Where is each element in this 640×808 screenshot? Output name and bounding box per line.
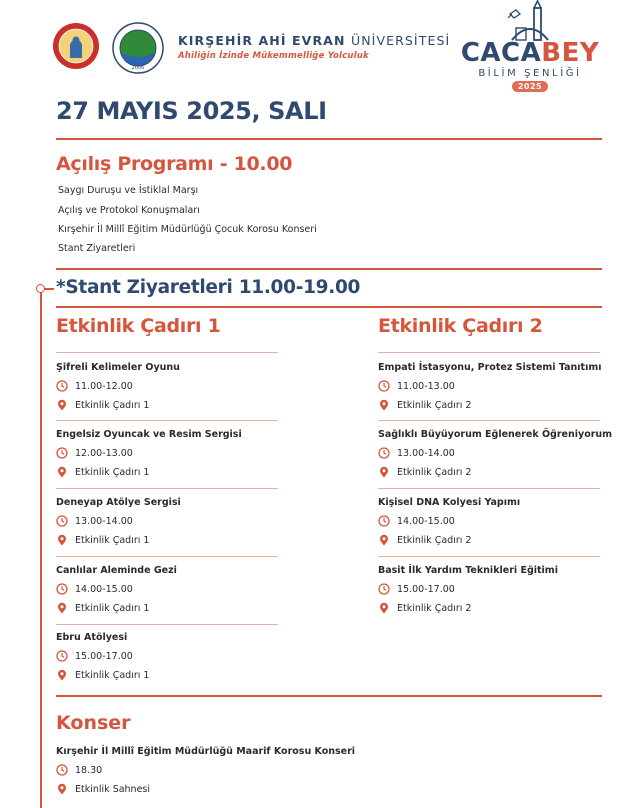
clock-icon: [56, 447, 68, 459]
map-pin-icon: [378, 466, 390, 478]
divider: [378, 420, 600, 421]
clock-icon: [378, 515, 390, 527]
event-title: Engelsiz Oyuncak ve Resim Sergisi: [56, 429, 242, 440]
event-item: [378, 429, 613, 478]
map-pin-icon: [378, 602, 390, 614]
university-name: [178, 33, 450, 48]
event-title: Deneyap Atölye Sergisi: [56, 497, 181, 508]
brand-wordmark: [450, 38, 610, 68]
event-title: Kırşehir İl Millî Eğitim Müdürlüğü Maarif Korosu Konseri: [56, 746, 356, 757]
university-motto: Ahiliğin İzinde Mükemmelliğe Yolculuk: [178, 51, 369, 61]
university-name-bold: KIRŞEHİR AHİ EVRAN: [178, 33, 346, 48]
tent-1-title: Etkinlik Çadırı 1: [56, 315, 221, 337]
program-item: Stant Ziyaretleri: [58, 243, 136, 254]
divider: [378, 488, 600, 489]
event-time: 11.00-12.00: [75, 380, 133, 392]
program-item: Kırşehir İl Millî Eğitim Müdürlüğü Çocuk Korosu Konseri: [58, 224, 317, 235]
university-seal-logo: [112, 22, 164, 74]
event-item: [56, 362, 278, 411]
event-place: Etkinlik Çadırı 1: [75, 669, 150, 681]
program-item: Saygı Duruşu ve İstiklal Marşı: [58, 185, 199, 196]
stand-visits-heading: *Stant Ziyaretleri 11.00-19.00: [56, 277, 361, 298]
event-title: Empati İstasyonu, Protez Sistemi Tanıtımı: [378, 362, 602, 373]
seal-year: 2006: [131, 65, 145, 71]
brand-year-badge: 2025: [512, 81, 548, 92]
divider: [56, 420, 278, 421]
event-date: 27 MAYIS 2025, SALI: [56, 97, 327, 125]
event-title: Kişisel DNA Kolyesi Yapımı: [378, 497, 521, 508]
map-pin-icon: [378, 399, 390, 411]
brand-subtitle: BİLİM ŞENLİĞİ: [478, 68, 582, 79]
event-time: 13.00-14.00: [75, 515, 133, 527]
divider: [56, 624, 278, 625]
event-place: Etkinlik Çadırı 1: [75, 466, 150, 478]
clock-icon: [56, 583, 68, 595]
city-seal-logo: [52, 22, 100, 70]
divider: [378, 556, 600, 557]
skyline-icon: [450, 0, 610, 42]
map-pin-icon: [56, 669, 68, 681]
map-pin-icon: [56, 399, 68, 411]
event-title: Canlılar Aleminde Gezi: [56, 565, 177, 576]
map-pin-icon: [56, 783, 68, 795]
divider: [56, 556, 278, 557]
program-item: Açılış ve Protokol Konuşmaları: [58, 205, 200, 216]
event-item: [56, 429, 278, 478]
clock-icon: [56, 380, 68, 392]
timeline-connector: [44, 288, 54, 290]
divider: [56, 352, 278, 353]
event-place: Etkinlik Sahnesi: [75, 783, 151, 795]
event-place: Etkinlik Çadırı 1: [75, 602, 150, 614]
opening-program-title: Açılış Programı - 10.00: [56, 153, 293, 175]
event-place: Etkinlik Çadırı 2: [397, 466, 472, 478]
event-item: [56, 565, 278, 614]
concert-title: Konser: [56, 712, 131, 734]
brand-part-2: BEY: [541, 38, 600, 68]
event-title: Basit İlk Yardım Teknikleri Eğitimi: [378, 565, 558, 576]
cacabey-brand-logo: [450, 0, 610, 96]
event-time: 15.00-17.00: [75, 650, 133, 662]
event-time: 18.30: [75, 764, 103, 776]
clock-icon: [378, 583, 390, 595]
event-title: Sağlıklı Büyüyorum Eğlenerek Öğreniyorum: [378, 429, 613, 440]
university-name-light: ÜNİVERSİTESİ: [350, 33, 451, 48]
map-pin-icon: [56, 602, 68, 614]
divider: [56, 138, 602, 140]
divider: [378, 352, 600, 353]
divider: [56, 268, 602, 270]
clock-icon: [378, 447, 390, 459]
event-place: Etkinlik Çadırı 2: [397, 534, 472, 546]
event-place: Etkinlik Çadırı 2: [397, 602, 472, 614]
divider: [56, 306, 602, 308]
event-item: [56, 497, 278, 546]
map-pin-icon: [56, 466, 68, 478]
event-item: [56, 632, 278, 681]
brand-part-1: CACA: [460, 38, 542, 68]
event-time: 13.00-14.00: [397, 447, 455, 459]
event-time: 15.00-17.00: [397, 583, 455, 595]
tent-2-title: Etkinlik Çadırı 2: [378, 315, 543, 337]
clock-icon: [56, 650, 68, 662]
event-place: Etkinlik Çadırı 2: [397, 399, 472, 411]
event-item: [56, 746, 376, 795]
event-item: [378, 565, 600, 614]
event-time: 11.00-13.00: [397, 380, 455, 392]
event-item: [378, 362, 600, 411]
timeline-line: [40, 288, 42, 808]
event-item: [378, 497, 600, 546]
map-pin-icon: [378, 534, 390, 546]
event-time: 12.00-13.00: [75, 447, 133, 459]
event-time: 14.00-15.00: [75, 583, 133, 595]
event-place: Etkinlik Çadırı 1: [75, 399, 150, 411]
university-title-block: [178, 33, 450, 61]
event-place: Etkinlik Çadırı 1: [75, 534, 150, 546]
event-title: Şifreli Kelimeler Oyunu: [56, 362, 180, 373]
event-title: Ebru Atölyesi: [56, 632, 128, 643]
divider: [56, 695, 602, 697]
map-pin-icon: [56, 534, 68, 546]
clock-icon: [378, 380, 390, 392]
event-time: 14.00-15.00: [397, 515, 455, 527]
divider: [56, 488, 278, 489]
clock-icon: [56, 764, 68, 776]
clock-icon: [56, 515, 68, 527]
